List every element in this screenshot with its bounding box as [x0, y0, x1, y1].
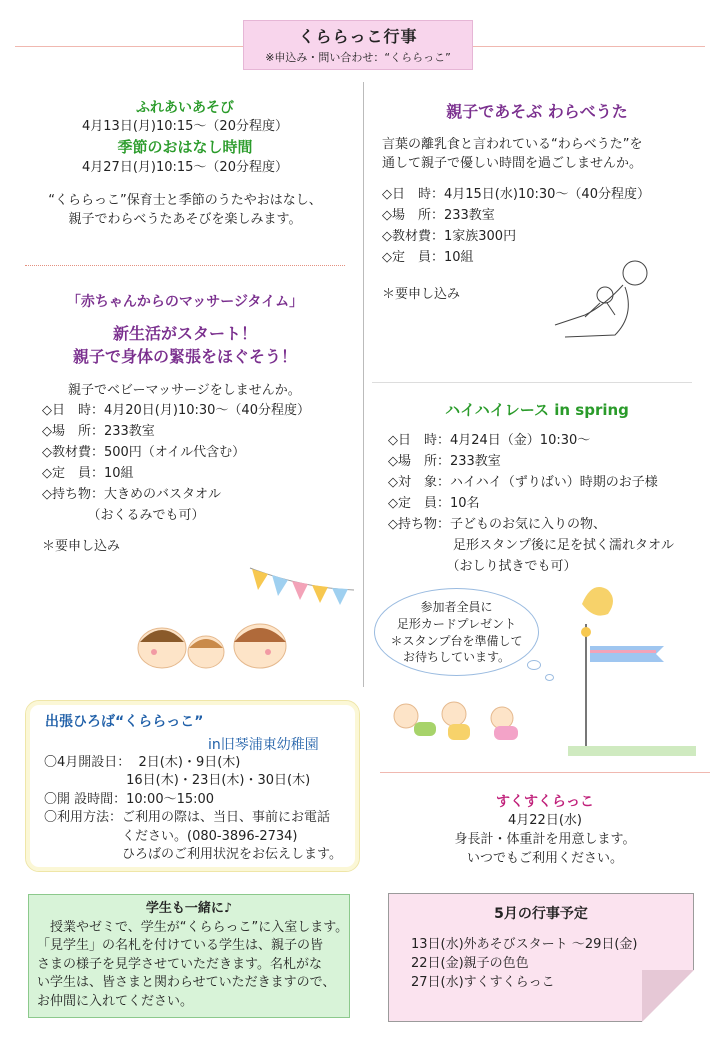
fureai-title: ふれあいあそび: [136, 100, 234, 116]
page-title: くららっこ行事: [298, 27, 418, 46]
child-body: [585, 303, 615, 317]
grass: [568, 746, 696, 756]
students-line: お仲間に入れてください。: [37, 993, 194, 1009]
outreach-line: 〇開 設時間：10:00～15:00: [44, 791, 215, 807]
massage-title: 「赤ちゃんからのマッサージタイム」: [66, 294, 304, 310]
parent-child-illustration: [545, 255, 665, 345]
massage-item: ◇教材費：500円（オイル代含む）: [42, 445, 246, 460]
baby-body: [448, 724, 470, 740]
caption-area: [634, 578, 688, 608]
haihai-title-text: ハイハイレース in spring: [445, 401, 629, 419]
bunting-flag: [312, 585, 328, 603]
header-box: [243, 20, 473, 70]
haihai-item: ◇定 員：10名: [388, 496, 480, 511]
fureai-desc-2: 親子でわらべうたあそびを楽しみます。: [68, 211, 302, 227]
bunting-flag: [252, 569, 268, 590]
bird-shape: [582, 587, 613, 616]
fureai-desc-1: “くららっこ”保育士と季節のうたやおはなし、: [48, 192, 322, 208]
haihai-item: ◇持ち物：子どものお気に入りの物、: [388, 517, 606, 532]
pole-top: [581, 627, 591, 637]
baby-head: [442, 702, 466, 726]
haihai-item: 足形スタンプ後に足を拭く濡れタオル: [388, 538, 675, 553]
sukusuku-desc-1: 身長計・体重計を用意します。: [454, 832, 636, 848]
fureai-section: [20, 98, 350, 229]
bunting-flag: [292, 581, 308, 600]
cloud-bubble: [545, 674, 554, 681]
column-divider: [363, 82, 364, 687]
massage-list: [42, 402, 310, 528]
fureai-date: 4月13日(月)10:15～（20分程度）: [82, 119, 288, 135]
outreach-line: ください。(080-3896-2734): [44, 828, 298, 844]
cloud-line: お待ちしています。: [402, 650, 511, 665]
bunting-flag: [332, 588, 348, 605]
haihai-item: ◇場 所：233教室: [388, 454, 501, 469]
baby-head: [491, 707, 513, 729]
outreach-line: 〇利用方法：ご利用の際は、当日、事前にお電話: [44, 810, 331, 826]
warabe-divider: [372, 382, 692, 383]
outreach-details: [44, 754, 342, 865]
crawling-babies-illustration: [390, 696, 530, 754]
present-cloud: [374, 588, 539, 676]
massage-item: ◇場 所：233教室: [42, 424, 155, 439]
warabe-desc-1: 言葉の離乳食と言われている“わらべうた”を: [382, 137, 643, 152]
cloud-line: ＊スタンプ台を準備して: [390, 633, 523, 648]
cloud-line: 参加者全員に: [420, 600, 493, 614]
students-box: [28, 894, 350, 1018]
warabe-title: [372, 100, 702, 124]
massage-item: （おくるみでも可）: [42, 508, 205, 523]
fureai-divider: [25, 265, 345, 266]
outreach-title: 出張ひろば“くららっこ”: [45, 714, 204, 730]
students-line: 授業やゼミで、学生が“くららっこ”に入室します。: [50, 919, 349, 935]
students-line: い学生は、皆さまと関わらせていただきますので、: [37, 975, 336, 991]
page-subtitle: ※申込み・問い合わせ：“くららっこ”: [265, 51, 451, 65]
parent-head: [623, 261, 647, 285]
warabe-desc: [382, 136, 642, 174]
outreach-line: ひろばのご利用状況をお伝えします。: [44, 847, 342, 863]
outreach-place: in旧琴浦東幼稚園: [208, 737, 319, 753]
cloud-bubble: [527, 660, 541, 670]
sukusuku-section: [380, 792, 710, 869]
warabe-note: ＊要申し込み: [382, 287, 461, 302]
students-line: さまの様子を見学させていただきます。名札がな: [37, 956, 322, 972]
sukusuku-desc-2: いつでもご利用ください。: [466, 850, 623, 866]
outreach-line: 〇4月開設日： 2日(木)・9日(木): [44, 755, 241, 770]
warabe-desc-2: 通して親子で優しい時間を過ごしませんか。: [382, 155, 643, 171]
cheek: [265, 649, 271, 655]
massage-note: ＊要申し込み: [42, 539, 121, 554]
may-item: 22日(金)親子の色色: [411, 956, 529, 972]
koinobori-illustration: [568, 570, 698, 760]
bunting-flag: [272, 575, 288, 596]
massage-sub-1: 新生活がスタート！: [112, 324, 257, 344]
ohanashi-date: 4月27日(月)10:15～（20分程度）: [82, 159, 288, 175]
cloud-line: 足形カードプレゼント: [396, 616, 517, 631]
carp-streamer: [590, 646, 664, 662]
massage-intro: 親子でベビーマッサージをしませんか。: [68, 383, 301, 398]
may-schedule-box: [388, 893, 694, 1022]
warabe-item: ◇日 時：4月15日(水)10:30～（40分程度）: [382, 187, 650, 202]
sukusuku-divider: [380, 772, 710, 773]
child-hair: [140, 630, 184, 642]
haihai-item: （おしり拭きでも可）: [388, 559, 577, 574]
child-head: [597, 287, 613, 303]
haihai-list: [388, 432, 674, 579]
haihai-item: ◇対 象：ハイハイ（ずりばい）時期のお子様: [388, 475, 658, 490]
sukusuku-date: 4月22日(水): [508, 813, 582, 829]
baby-body: [494, 726, 518, 740]
may-title: 5月の行事予定: [494, 906, 588, 922]
warabe-item: ◇定 員：10組: [382, 250, 474, 265]
may-item: 27日(水)すくすくらっこ: [411, 974, 555, 990]
haihai-title: [372, 400, 702, 422]
students-title: 学生も一緒に♪: [145, 901, 233, 916]
streamer-stripe: [590, 650, 656, 653]
students-line: 「見学生」の名札を付けている学生は、親子の皆: [37, 938, 324, 954]
students-text: [29, 919, 349, 1011]
baby-body: [414, 722, 436, 736]
massage-section: [20, 292, 350, 369]
cheek: [151, 649, 157, 655]
massage-item: ◇持ち物：大きめのバスタオル: [42, 487, 221, 502]
massage-item: ◇日 時：4月20日(月)10:30～（40分程度）: [42, 403, 310, 418]
warabe-title-text: 親子であそぶ わらべうた: [446, 102, 628, 121]
baby-head: [394, 704, 418, 728]
bunting-illustration: [248, 562, 358, 612]
warabe-item: ◇教材費：1家族300円: [382, 229, 517, 244]
massage-item: ◇定 員：10組: [42, 466, 134, 481]
may-item: 13日(水)外あそびスタート ～29日(金): [411, 937, 638, 953]
sukusuku-title: すくすくらっこ: [496, 794, 594, 810]
ohanashi-title: 季節のおはなし時間: [117, 138, 253, 157]
page-fold: [642, 970, 694, 1022]
warabe-item: ◇場 所：233教室: [382, 208, 495, 223]
haihai-item: ◇日 時：4月24日（金）10:30～: [388, 433, 591, 448]
massage-sub-2: 親子で身体の緊張をほぐそう！: [72, 347, 297, 367]
outreach-line: 16日(木)・23日(木)・30日(木): [44, 773, 311, 789]
children-illustration: [134, 612, 294, 672]
